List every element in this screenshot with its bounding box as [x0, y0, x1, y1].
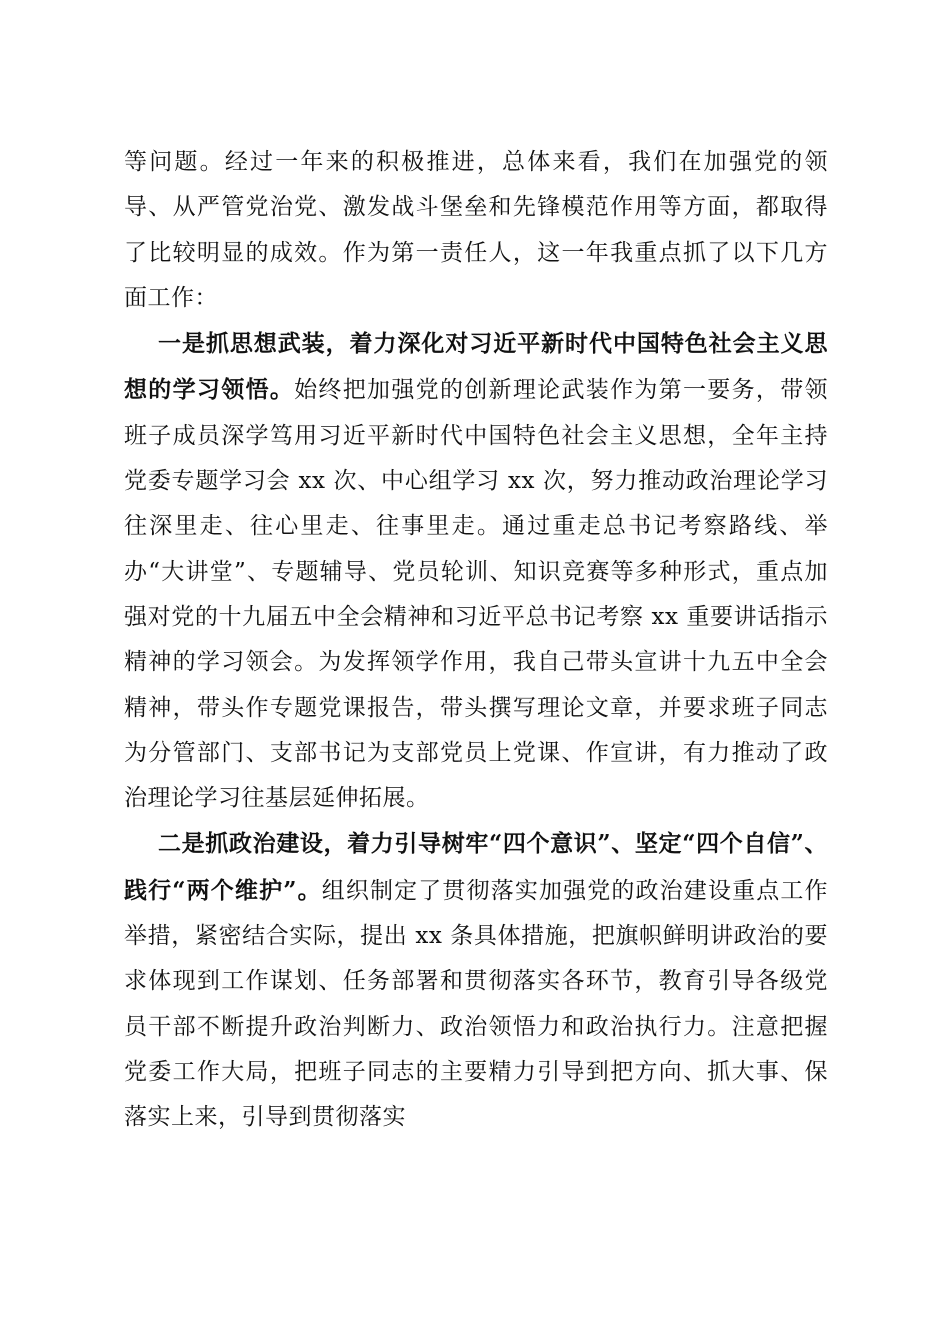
- paragraph-ideological-armament: [124, 321, 828, 821]
- document-body: [124, 140, 828, 1141]
- paragraph-lead-heading: 二是抓政治建设，着力引导树牢“四个意识”、坚定“四个自信”、践行“两个维护”。: [124, 830, 828, 904]
- paragraph-lead-heading: 一是抓思想武装，着力深化对习近平新时代中国特色社会主义思想的学习领悟。: [124, 330, 828, 404]
- paragraph-text: 组织制定了贯彻落实加强党的政治建设重点工作举措，紧密结合实际，提出 xx 条具体措施，把旗帜鲜明讲政治的要求体现到工作谋划、任务部署和贯彻落实各环节，教育引导各级党员干部不断提升政治判断力、政治领悟力和政治执行力。注意把握党委工作大局，把班子同志的主要精力引导到把方向、抓大事、保落实上来，引导到贯彻落实: [124, 877, 828, 1131]
- paragraph-text: 始终把加强党的创新理论武装作为第一要务，带领班子成员深学笃用习近平新时代中国特色社会主义思想，全年主持党委专题学习会 xx 次、中心组学习 xx 次，努力推动政治理论学习往深里走、往心里走、往事里走。通过重走总书记考察路线、举办“大讲堂”、专题辅导、党员轮训、知识竞赛等多种形式，重点加强对党的十九届五中全会精神和习近平总书记考察 xx 重要讲话指示精神的学习领会。为发挥领学作用，我自己带头宣讲十九五中全会精神，带头作专题党课报告，带头撰写理论文章，并要求班子同志为分管部门、支部书记为支部党员上党课、作宣讲，有力推动了政治理论学习往基层延伸拓展。: [124, 377, 829, 812]
- paragraph-political-construction: [124, 821, 828, 1140]
- paragraph-text: 等问题。经过一年来的积极推进，总体来看，我们在加强党的领导、从严管党治党、激发战斗堡垒和先锋模范作用等方面，都取得了比较明显的成效。作为第一责任人，这一年我重点抓了以下几方面工作：: [124, 149, 828, 311]
- paragraph-continuation: [124, 140, 828, 321]
